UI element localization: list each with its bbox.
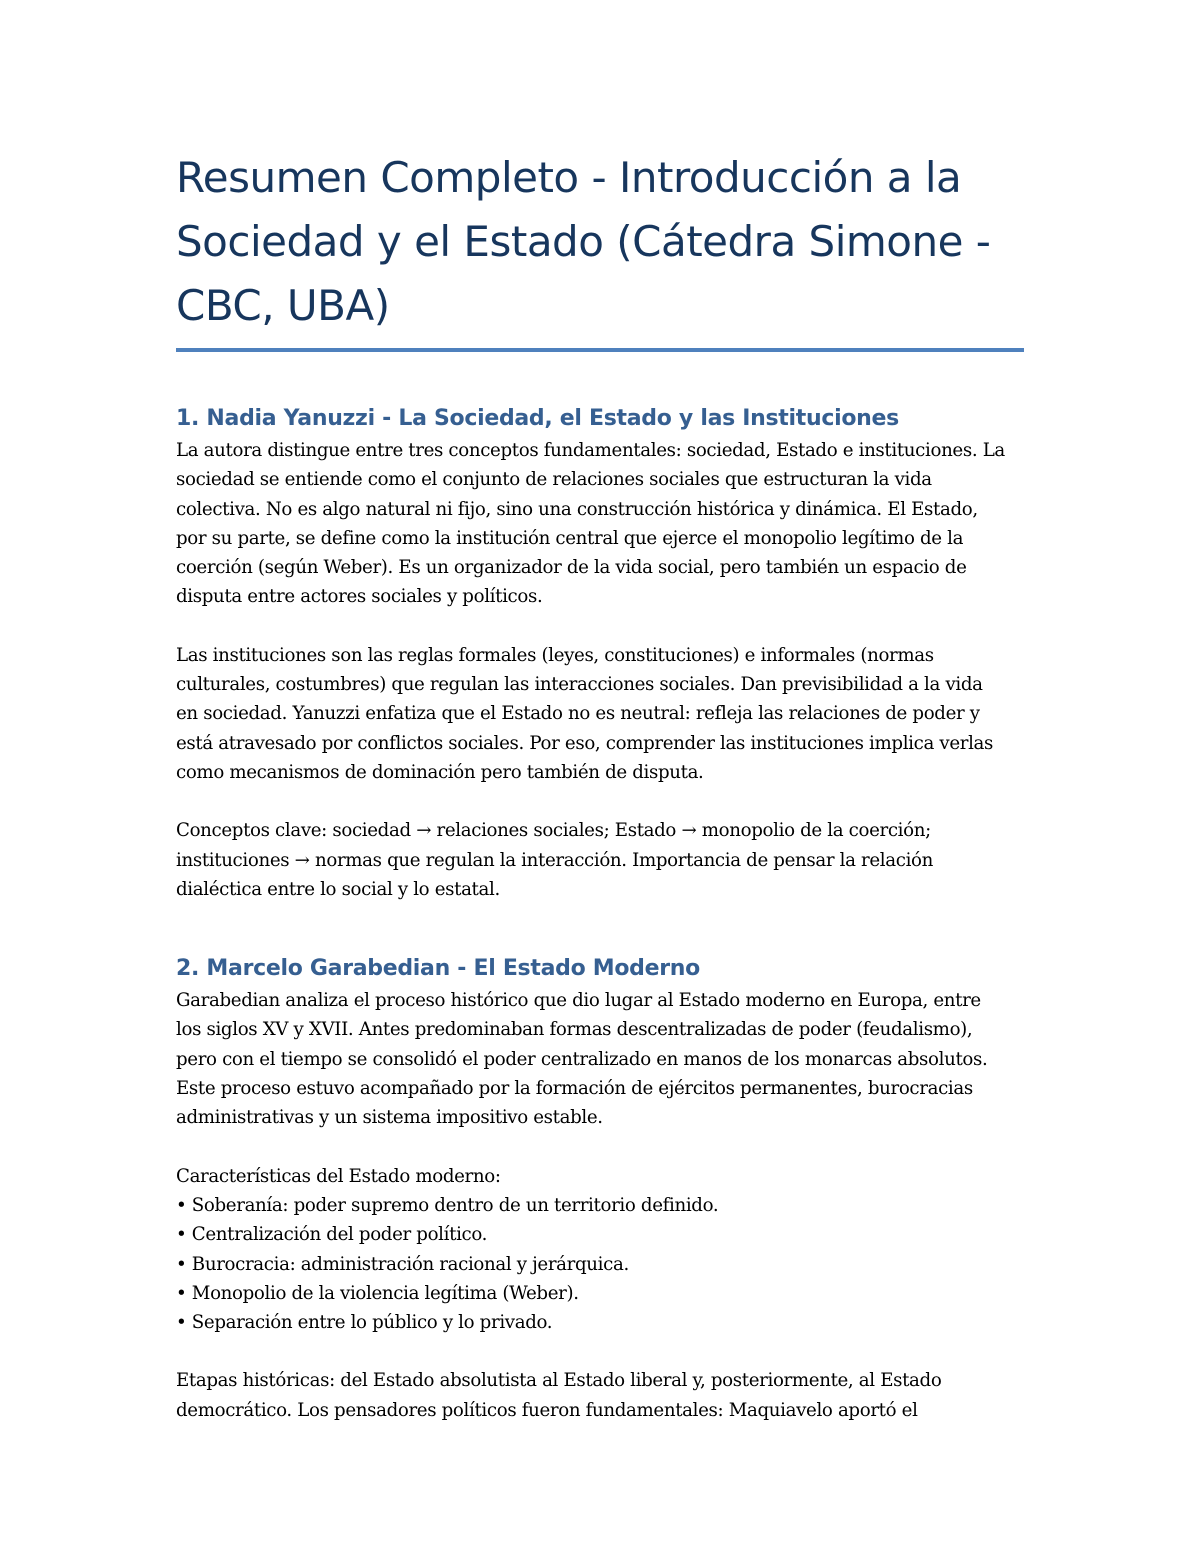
text-line: disputa entre actores sociales y políticos. xyxy=(176,586,543,608)
bullet-list xyxy=(176,1162,1026,1338)
text-line: culturales, costumbres) que regulan las interacciones sociales. Dan previsibilidad a la vida xyxy=(176,674,983,696)
text-line: en sociedad. Yanuzzi enfatiza que el Estado no es neutral: refleja las relaciones de poder y xyxy=(176,703,980,725)
text-line: La autora distingue entre tres conceptos fundamentales: sociedad, Estado e instituciones. La xyxy=(176,440,1005,461)
paragraph xyxy=(176,436,1026,612)
text-line: por su parte, se define como la institución central que ejerce el monopolio legítimo de la xyxy=(176,527,964,549)
list-item: • Separación entre lo público y lo privado. xyxy=(176,1312,553,1334)
text-line: pero con el tiempo se consolidó el poder centralizado en manos de los monarcas absolutos. xyxy=(176,1048,988,1070)
text-line: instituciones → normas que regulan la interacción. Importancia de pensar la relación xyxy=(176,849,933,871)
text-line: sociedad se entiende como el conjunto de relaciones sociales que estructuran la vida xyxy=(176,469,932,491)
text-line: Las instituciones son las reglas formales (leyes, constituciones) e informales (normas xyxy=(176,644,934,666)
list-item: • Centralización del poder político. xyxy=(176,1224,488,1246)
list-item: • Burocracia: administración racional y jerárquica. xyxy=(176,1253,629,1275)
document-title xyxy=(176,146,1026,338)
title-underline xyxy=(176,348,1024,352)
paragraph xyxy=(176,986,1026,1132)
title-line: CBC, UBA) xyxy=(176,281,390,330)
document-page xyxy=(176,146,1026,1425)
list-item: • Soberanía: poder supremo dentro de un territorio definido. xyxy=(176,1194,719,1216)
title-line: Sociedad y el Estado (Cátedra Simone - xyxy=(176,217,991,266)
text-line: colectiva. No es algo natural ni fijo, sino una construcción histórica y dinámica. El Estado, xyxy=(176,498,978,520)
list-intro: Características del Estado moderno: xyxy=(176,1165,501,1187)
list-item: • Monopolio de la violencia legítima (Weber). xyxy=(176,1282,579,1304)
text-line: está atravesado por conflictos sociales. Por eso, comprender las instituciones implica verlas xyxy=(176,732,994,754)
paragraph xyxy=(176,816,1026,904)
title-line: Resumen Completo - Introducción a la xyxy=(176,153,962,202)
section-heading-yanuzzi: 1. Nadia Yanuzzi - La Sociedad, el Estado y las Instituciones xyxy=(176,406,899,431)
text-line: democrático. Los pensadores políticos fueron fundamentales: Maquiavelo aportó el xyxy=(176,1399,918,1421)
text-line: coerción (según Weber). Es un organizador de la vida social, pero también un espacio de xyxy=(176,557,967,579)
text-line: Etapas históricas: del Estado absolutista al Estado liberal y, posteriormente, al Estado xyxy=(176,1370,942,1392)
text-line: Garabedian analiza el proceso histórico que dio lugar al Estado moderno en Europa, entre xyxy=(176,990,981,1012)
paragraph xyxy=(176,1366,1026,1425)
text-line: dialéctica entre lo social y lo estatal. xyxy=(176,878,500,900)
paragraph xyxy=(176,641,1026,787)
text-line: Conceptos clave: sociedad → relaciones sociales; Estado → monopolio de la coerción; xyxy=(176,820,931,842)
text-line: administrativas y un sistema impositivo estable. xyxy=(176,1107,603,1129)
text-line: los siglos XV y XVII. Antes predominaban formas descentralizadas de poder (feudalismo), xyxy=(176,1019,973,1041)
section-heading-garabedian: 2. Marcelo Garabedian - El Estado Moderno xyxy=(176,956,700,982)
text-line: como mecanismos de dominación pero también de disputa. xyxy=(176,761,704,783)
text-line: Este proceso estuvo acompañado por la formación de ejércitos permanentes, burocracias xyxy=(176,1078,973,1100)
